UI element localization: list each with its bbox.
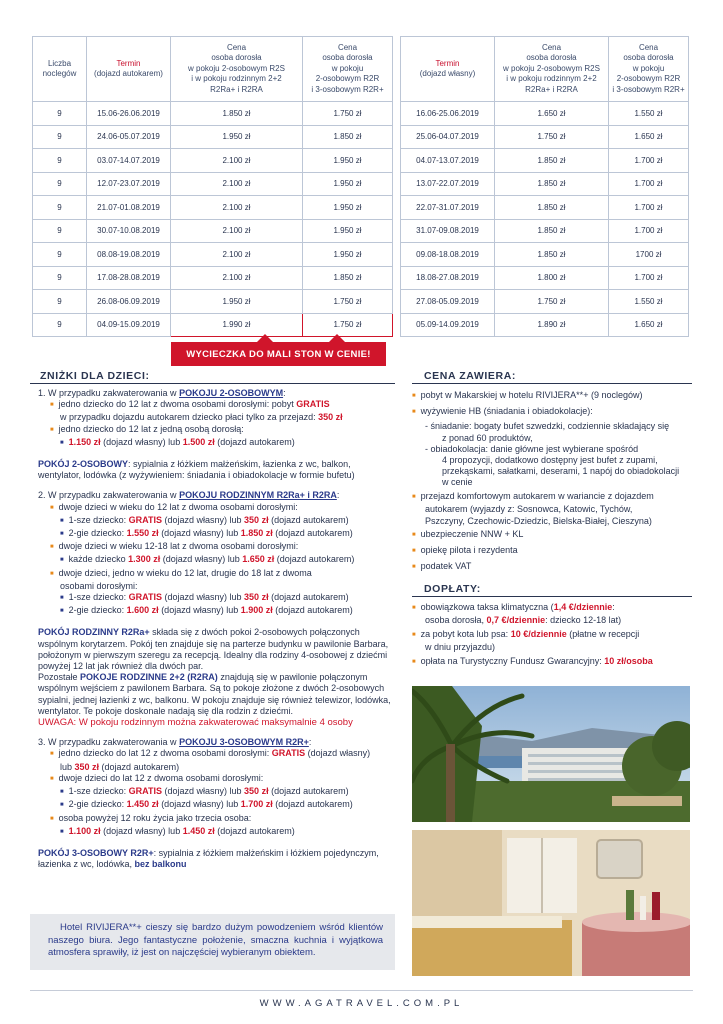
cell-term-bus: 12.07-23.07.2019 bbox=[87, 172, 171, 196]
cell-price-double-own: 1.650 zł bbox=[495, 102, 609, 126]
s3-option-b-first: ■ 1-sze dziecko: GRATIS (dojazd własny) lub 350 zł (dojazd autokarem) bbox=[38, 786, 393, 799]
s3-option-c-prices: ■ 1.100 zł (dojazd własny) lub 1.450 zł (dojazd autokarem) bbox=[38, 826, 393, 839]
s2-option-c-first: ■ 1-sze dziecko: GRATIS (dojazd własny) lub 350 zł (dojazd autokarem) bbox=[38, 592, 393, 605]
cell-price-triple: 1.850 zł bbox=[303, 266, 393, 290]
price-table bbox=[32, 36, 689, 337]
cell-nights: 9 bbox=[33, 290, 87, 314]
s2-family2-desc: Pozostałe POKOJE RODZINNE 2+2 (R2RA) znajdują się w pawilonie połączonym wspólnym wejściem z pawilonem Barbara. Są to pokoje złożone z dwóch 2-osobowych sypialni, jednej łazienki z wc, balkonu. W pokoju znajduje się również telewizor, lodówka, wentylator. Te pokoje doskonale nadają się dla rodzin z dziećmi. bbox=[38, 672, 391, 716]
column-gap bbox=[393, 125, 401, 149]
table-row bbox=[33, 125, 689, 149]
table-row bbox=[33, 243, 689, 267]
cell-nights: 9 bbox=[33, 172, 87, 196]
cell-price-triple-own: 1.700 zł bbox=[609, 196, 689, 220]
s1-bullet-2-prices: ■ 1.150 zł (dojazd własny) lub 1.500 zł (dojazd autokarem) bbox=[38, 437, 393, 450]
cell-term-bus: 26.08-06.09.2019 bbox=[87, 290, 171, 314]
includes-divider bbox=[412, 383, 692, 384]
cell-price-triple: 1.750 zł bbox=[303, 102, 393, 126]
extras-divider bbox=[412, 596, 692, 597]
cell-term-bus: 04.09-15.09.2019 bbox=[87, 313, 171, 337]
s1-room-desc: POKÓJ 2-OSOBOWY: sypialnia z łóżkiem małżeńskim, łazienka z wc, balkon, wentylator, lodówka (z wyżywieniem: śniadania i obiadokolacje w formie bufetu) bbox=[38, 459, 355, 481]
extra-item-cont: w dniu przyjazdu) bbox=[425, 642, 496, 653]
hotel-callout bbox=[30, 914, 395, 970]
table-row bbox=[33, 266, 689, 290]
include-subitem: - śniadanie: bogaty bufet szwedzki, codziennie składający się bbox=[425, 421, 670, 432]
cell-price-double-own: 1.800 zł bbox=[495, 266, 609, 290]
cell-price-triple: 1.750 zł bbox=[303, 313, 393, 337]
include-item: ■ pobyt w Makarskiej w hotelu RIVIJERA**+ (9 noclegów) bbox=[412, 390, 692, 403]
cell-price-double: 2.100 zł bbox=[171, 219, 303, 243]
extra-item-cont: osoba dorosła, 0,7 €/dziennie: dziecko 12-18 lat) bbox=[425, 615, 622, 626]
cell-price-double: 1.950 zł bbox=[171, 125, 303, 149]
s2-family-desc: POKÓJ RODZINNY R2Ra+ składa się z dwóch pokoi 2-osobowych połączonych wspólnym korytarzem. Pokój ten znajduje się na parterze budynku w pawilonie Barbara, położonym w pierwszym szeregu za recepcją. Idealny dla rodziny 4-osobowej z dziećmi powyżej 12 lat jak również dla dwóch par. bbox=[38, 627, 389, 672]
table-row bbox=[33, 290, 689, 314]
s2-option-a: ■ dwoje dzieci w wieku do 12 lat z dwoma osobami dorosłymi: bbox=[38, 502, 393, 515]
cell-term-own: 31.07-09.08.2019 bbox=[401, 219, 495, 243]
cell-price-triple: 1.850 zł bbox=[303, 125, 393, 149]
cell-price-triple-own: 1.700 zł bbox=[609, 219, 689, 243]
include-subitem: przekąskami, sałatkami, deserami, 1 napój do obiadokolacji bbox=[442, 466, 680, 477]
header-price-triple: Cena osoba dorosła w pokoju 2-osobowym R2R i 3-osobowym R2R+ bbox=[303, 37, 393, 102]
includes-title: CENA ZAWIERA: bbox=[424, 370, 516, 382]
cell-term-bus: 30.07-10.08.2019 bbox=[87, 219, 171, 243]
s2-option-a-second: ■ 2-gie dziecko: 1.550 zł (dojazd własny) lub 1.850 zł (dojazd autokarem) bbox=[38, 528, 393, 541]
cell-term-bus: 24.06-05.07.2019 bbox=[87, 125, 171, 149]
cell-price-triple-own: 1.700 zł bbox=[609, 149, 689, 173]
column-gap bbox=[393, 172, 401, 196]
cell-nights: 9 bbox=[33, 102, 87, 126]
cell-term-own: 05.09-14.09.2019 bbox=[401, 313, 495, 337]
column-gap bbox=[393, 266, 401, 290]
s2-option-a-first: ■ 1-sze dziecko: GRATIS (dojazd własny) lub 350 zł (dojazd autokarem) bbox=[38, 515, 393, 528]
include-subitem: - obiadokolacja: danie główne jest wybierane spośród bbox=[425, 443, 639, 454]
cell-price-double: 2.100 zł bbox=[171, 172, 303, 196]
table-row bbox=[33, 102, 689, 126]
extra-item: ■ opłata na Turystyczny Fundusz Gwarancyjny: 10 zł/osoba bbox=[412, 656, 692, 669]
extra-item: ■ za pobyt kota lub psa: 10 €/dziennie (płatne w recepcji bbox=[412, 629, 692, 642]
include-item: ■ ubezpieczenie NNW + KL bbox=[412, 529, 692, 542]
cell-price-triple-own: 1.700 zł bbox=[609, 172, 689, 196]
cell-nights: 9 bbox=[33, 313, 87, 337]
header-nights: Liczba noclegów bbox=[33, 37, 87, 102]
hotel-callout-text: Hotel RIVIJERA**+ cieszy się bardzo dużym powodzeniem wśród klientów naszego biura. Jego fantastyczne położenie, smaczna kuchnia i wyjątkowa atmosfera sprawiły, iż jest on najczęściej wybieranym obiektem. bbox=[48, 922, 383, 958]
header-term-bus: Termin (dojazd autokarem) bbox=[87, 37, 171, 102]
include-subitem: 4 propozycji, dodatkowo dostępny jest bufet z zupami, bbox=[442, 455, 658, 466]
cell-price-triple: 1.950 zł bbox=[303, 149, 393, 173]
s2-option-c-second: ■ 2-gie dziecko: 1.600 zł (dojazd własny) lub 1.900 zł (dojazd autokarem) bbox=[38, 605, 393, 618]
cell-price-triple: 1.750 zł bbox=[303, 290, 393, 314]
cell-nights: 9 bbox=[33, 243, 87, 267]
cell-price-double-own: 1.850 zł bbox=[495, 196, 609, 220]
s3-option-b-second: ■ 2-gie dziecko: 1.450 zł (dojazd własny) lub 1.700 zł (dojazd autokarem) bbox=[38, 799, 393, 812]
cell-term-own: 13.07-22.07.2019 bbox=[401, 172, 495, 196]
cell-price-double: 1.850 zł bbox=[171, 102, 303, 126]
s3-room-desc: POKÓJ 3-OSOBOWY R2R+: sypialnia z łóżkiem małżeńskim i łóżkiem pojedynczym, łazienka z wc, lodówka, bez balkonu bbox=[38, 847, 379, 870]
discounts-title: ZNIŻKI DLA DZIECI: bbox=[40, 370, 150, 382]
banner-notch-left bbox=[257, 334, 273, 342]
s2-option-b-each: ■ każde dziecko 1.300 zł (dojazd własny) lub 1.650 zł (dojazd autokarem) bbox=[38, 554, 393, 567]
cell-term-bus: 03.07-14.07.2019 bbox=[87, 149, 171, 173]
column-gap bbox=[393, 290, 401, 314]
cell-price-triple-own: 1.550 zł bbox=[609, 290, 689, 314]
cell-price-double-own: 1.750 zł bbox=[495, 290, 609, 314]
cell-nights: 9 bbox=[33, 149, 87, 173]
include-item-cont: Pszczyny, Czechowic-Dziedzic, Bielska-Białej, Cieszyna) bbox=[425, 515, 652, 526]
price-table-body bbox=[33, 102, 689, 337]
cell-price-double-own: 1.890 zł bbox=[495, 313, 609, 337]
column-gap bbox=[393, 37, 401, 102]
include-item: ■ opiekę pilota i rezydenta bbox=[412, 545, 692, 558]
s2-option-b: ■ dwoje dzieci w wieku 12-18 lat z dwoma osobami dorosłymi: bbox=[38, 541, 393, 554]
extras-section bbox=[412, 602, 692, 672]
table-row bbox=[33, 149, 689, 173]
cell-term-own: 18.08-27.08.2019 bbox=[401, 266, 495, 290]
cell-nights: 9 bbox=[33, 196, 87, 220]
s1-bullet-1: ■ jedno dziecko do 12 lat z dwoma osobami dorosłymi: pobyt GRATIS bbox=[38, 399, 393, 412]
cell-price-triple-own: 1700 zł bbox=[609, 243, 689, 267]
discounts-section bbox=[38, 388, 393, 870]
includes-section bbox=[412, 390, 692, 576]
include-item-cont: autokarem (wyjazdy z: Sosnowca, Katowic, Tychów, bbox=[425, 504, 633, 515]
s3-option-b: ■ dwoje dzieci do lat 12 z dwoma osobami dorosłymi: bbox=[38, 773, 393, 786]
table-header-row bbox=[33, 37, 689, 102]
cell-price-triple: 1.950 zł bbox=[303, 196, 393, 220]
cell-price-triple-own: 1.650 zł bbox=[609, 125, 689, 149]
include-subitem: w cenie bbox=[442, 477, 473, 488]
cell-nights: 9 bbox=[33, 219, 87, 243]
discounts-divider bbox=[30, 383, 395, 384]
cell-price-double: 2.100 zł bbox=[171, 243, 303, 267]
cell-price-triple-own: 1.700 zł bbox=[609, 266, 689, 290]
cell-nights: 9 bbox=[33, 125, 87, 149]
header-price-double: Cena osoba dorosła w pokoju 2-osobowym R2S i w pokoju rodzinnym 2+2 R2Ra+ i R2RA bbox=[171, 37, 303, 102]
cell-price-double: 2.100 zł bbox=[171, 149, 303, 173]
column-gap bbox=[393, 243, 401, 267]
column-gap bbox=[393, 149, 401, 173]
s3-intro: 3. W przypadku zakwaterowania w POKOJU 3-OSOBOWYM R2R+: bbox=[38, 737, 312, 748]
extra-item: ■ obowiązkowa taksa klimatyczna (1,4 €/dziennie: bbox=[412, 602, 692, 615]
cell-price-triple: 1.950 zł bbox=[303, 243, 393, 267]
cell-term-bus: 21.07-01.08.2019 bbox=[87, 196, 171, 220]
cell-price-double: 2.100 zł bbox=[171, 196, 303, 220]
table-row bbox=[33, 219, 689, 243]
include-item: ■ przejazd komfortowym autokarem w wariancie z dojazdem bbox=[412, 491, 692, 504]
cell-price-double: 2.100 zł bbox=[171, 266, 303, 290]
cell-term-own: 09.08-18.08.2019 bbox=[401, 243, 495, 267]
column-gap bbox=[393, 196, 401, 220]
banner-notch-right bbox=[329, 334, 345, 342]
cell-nights: 9 bbox=[33, 266, 87, 290]
table-row bbox=[33, 196, 689, 220]
s1-bullet-1-cont: w przypadku dojazdu autokarem dziecko płaci tylko za przejazd: 350 zł bbox=[60, 412, 343, 423]
cell-term-own: 25.06-04.07.2019 bbox=[401, 125, 495, 149]
header-price-double-own: Cena osoba dorosła w pokoju 2-osobowym R2S i w pokoju rodzinnym 2+2 R2Ra+ i R2RA bbox=[495, 37, 609, 102]
cell-price-double-own: 1.850 zł bbox=[495, 172, 609, 196]
cell-term-bus: 08.08-19.08.2019 bbox=[87, 243, 171, 267]
hotel-room-photo bbox=[412, 830, 690, 976]
cell-term-own: 27.08-05.09.2019 bbox=[401, 290, 495, 314]
column-gap bbox=[393, 102, 401, 126]
extras-title: DOPŁATY: bbox=[424, 583, 481, 595]
header-price-triple-own: Cena osoba dorosła w pokoju 2-osobowym R2R i 3-osobowym R2R+ bbox=[609, 37, 689, 102]
s2-option-c: ■ dwoje dzieci, jedno w wieku do 12 lat, drugie do 18 lat z dwoma bbox=[38, 568, 393, 581]
cell-price-triple-own: 1.550 zł bbox=[609, 102, 689, 126]
hotel-exterior-photo bbox=[412, 686, 690, 822]
cell-price-double-own: 1.750 zł bbox=[495, 125, 609, 149]
s3-option-a: ■ jedno dziecko do lat 12 z dwoma osobami dorosłymi: GRATIS (dojazd własny) bbox=[38, 748, 393, 761]
s3-option-c: ■ osoba powyżej 12 roku życia jako trzecia osoba: bbox=[38, 813, 393, 826]
header-term-own: Termin (dojazd własny) bbox=[401, 37, 495, 102]
footer-divider bbox=[30, 990, 693, 991]
cell-price-double-own: 1.850 zł bbox=[495, 149, 609, 173]
cell-price-triple-own: 1.650 zł bbox=[609, 313, 689, 337]
s3-option-a-cont: lub 350 zł (dojazd autokarem) bbox=[60, 761, 180, 772]
s2-intro: 2. W przypadku zakwaterowania w POKOJU RODZINNYM R2Ra+ i R2RA: bbox=[38, 490, 340, 501]
cell-term-bus: 15.06-26.06.2019 bbox=[87, 102, 171, 126]
s1-bullet-2: ■ jedno dziecko do 12 lat z jedną osobą dorosłą: bbox=[38, 424, 393, 437]
cell-price-double: 1.950 zł bbox=[171, 290, 303, 314]
column-gap bbox=[393, 313, 401, 337]
s2-warning: UWAGA: W pokoju rodzinnym można zakwaterować maksymalnie 4 osoby bbox=[38, 717, 353, 729]
cell-term-bus: 17.08-28.08.2019 bbox=[87, 266, 171, 290]
cell-price-double: 1.990 zł bbox=[171, 313, 303, 337]
column-gap bbox=[393, 219, 401, 243]
s2-option-c-cont: osobami dorosłymi: bbox=[60, 580, 138, 591]
cell-term-own: 22.07-31.07.2019 bbox=[401, 196, 495, 220]
cell-term-own: 16.06-25.06.2019 bbox=[401, 102, 495, 126]
cell-price-double-own: 1.850 zł bbox=[495, 219, 609, 243]
table-row bbox=[33, 313, 689, 337]
website-url[interactable]: WWW.AGATRAVEL.COM.PL bbox=[259, 998, 464, 1009]
cell-price-double-own: 1.850 zł bbox=[495, 243, 609, 267]
include-item: ■ wyżywienie HB (śniadania i obiadokolacje): bbox=[412, 406, 692, 419]
cell-term-own: 04.07-13.07.2019 bbox=[401, 149, 495, 173]
cell-price-triple: 1.950 zł bbox=[303, 219, 393, 243]
s1-intro: 1. W przypadku zakwaterowania w POKOJU 2-OSOBOWYM: bbox=[38, 388, 286, 398]
cell-price-triple: 1.950 zł bbox=[303, 172, 393, 196]
include-item: ■ podatek VAT bbox=[412, 561, 692, 574]
excursion-banner: WYCIECZKA DO MALI STON W CENIE! bbox=[171, 342, 386, 366]
include-subitem: z ponad 60 produktów, bbox=[442, 432, 533, 443]
table-row bbox=[33, 172, 689, 196]
